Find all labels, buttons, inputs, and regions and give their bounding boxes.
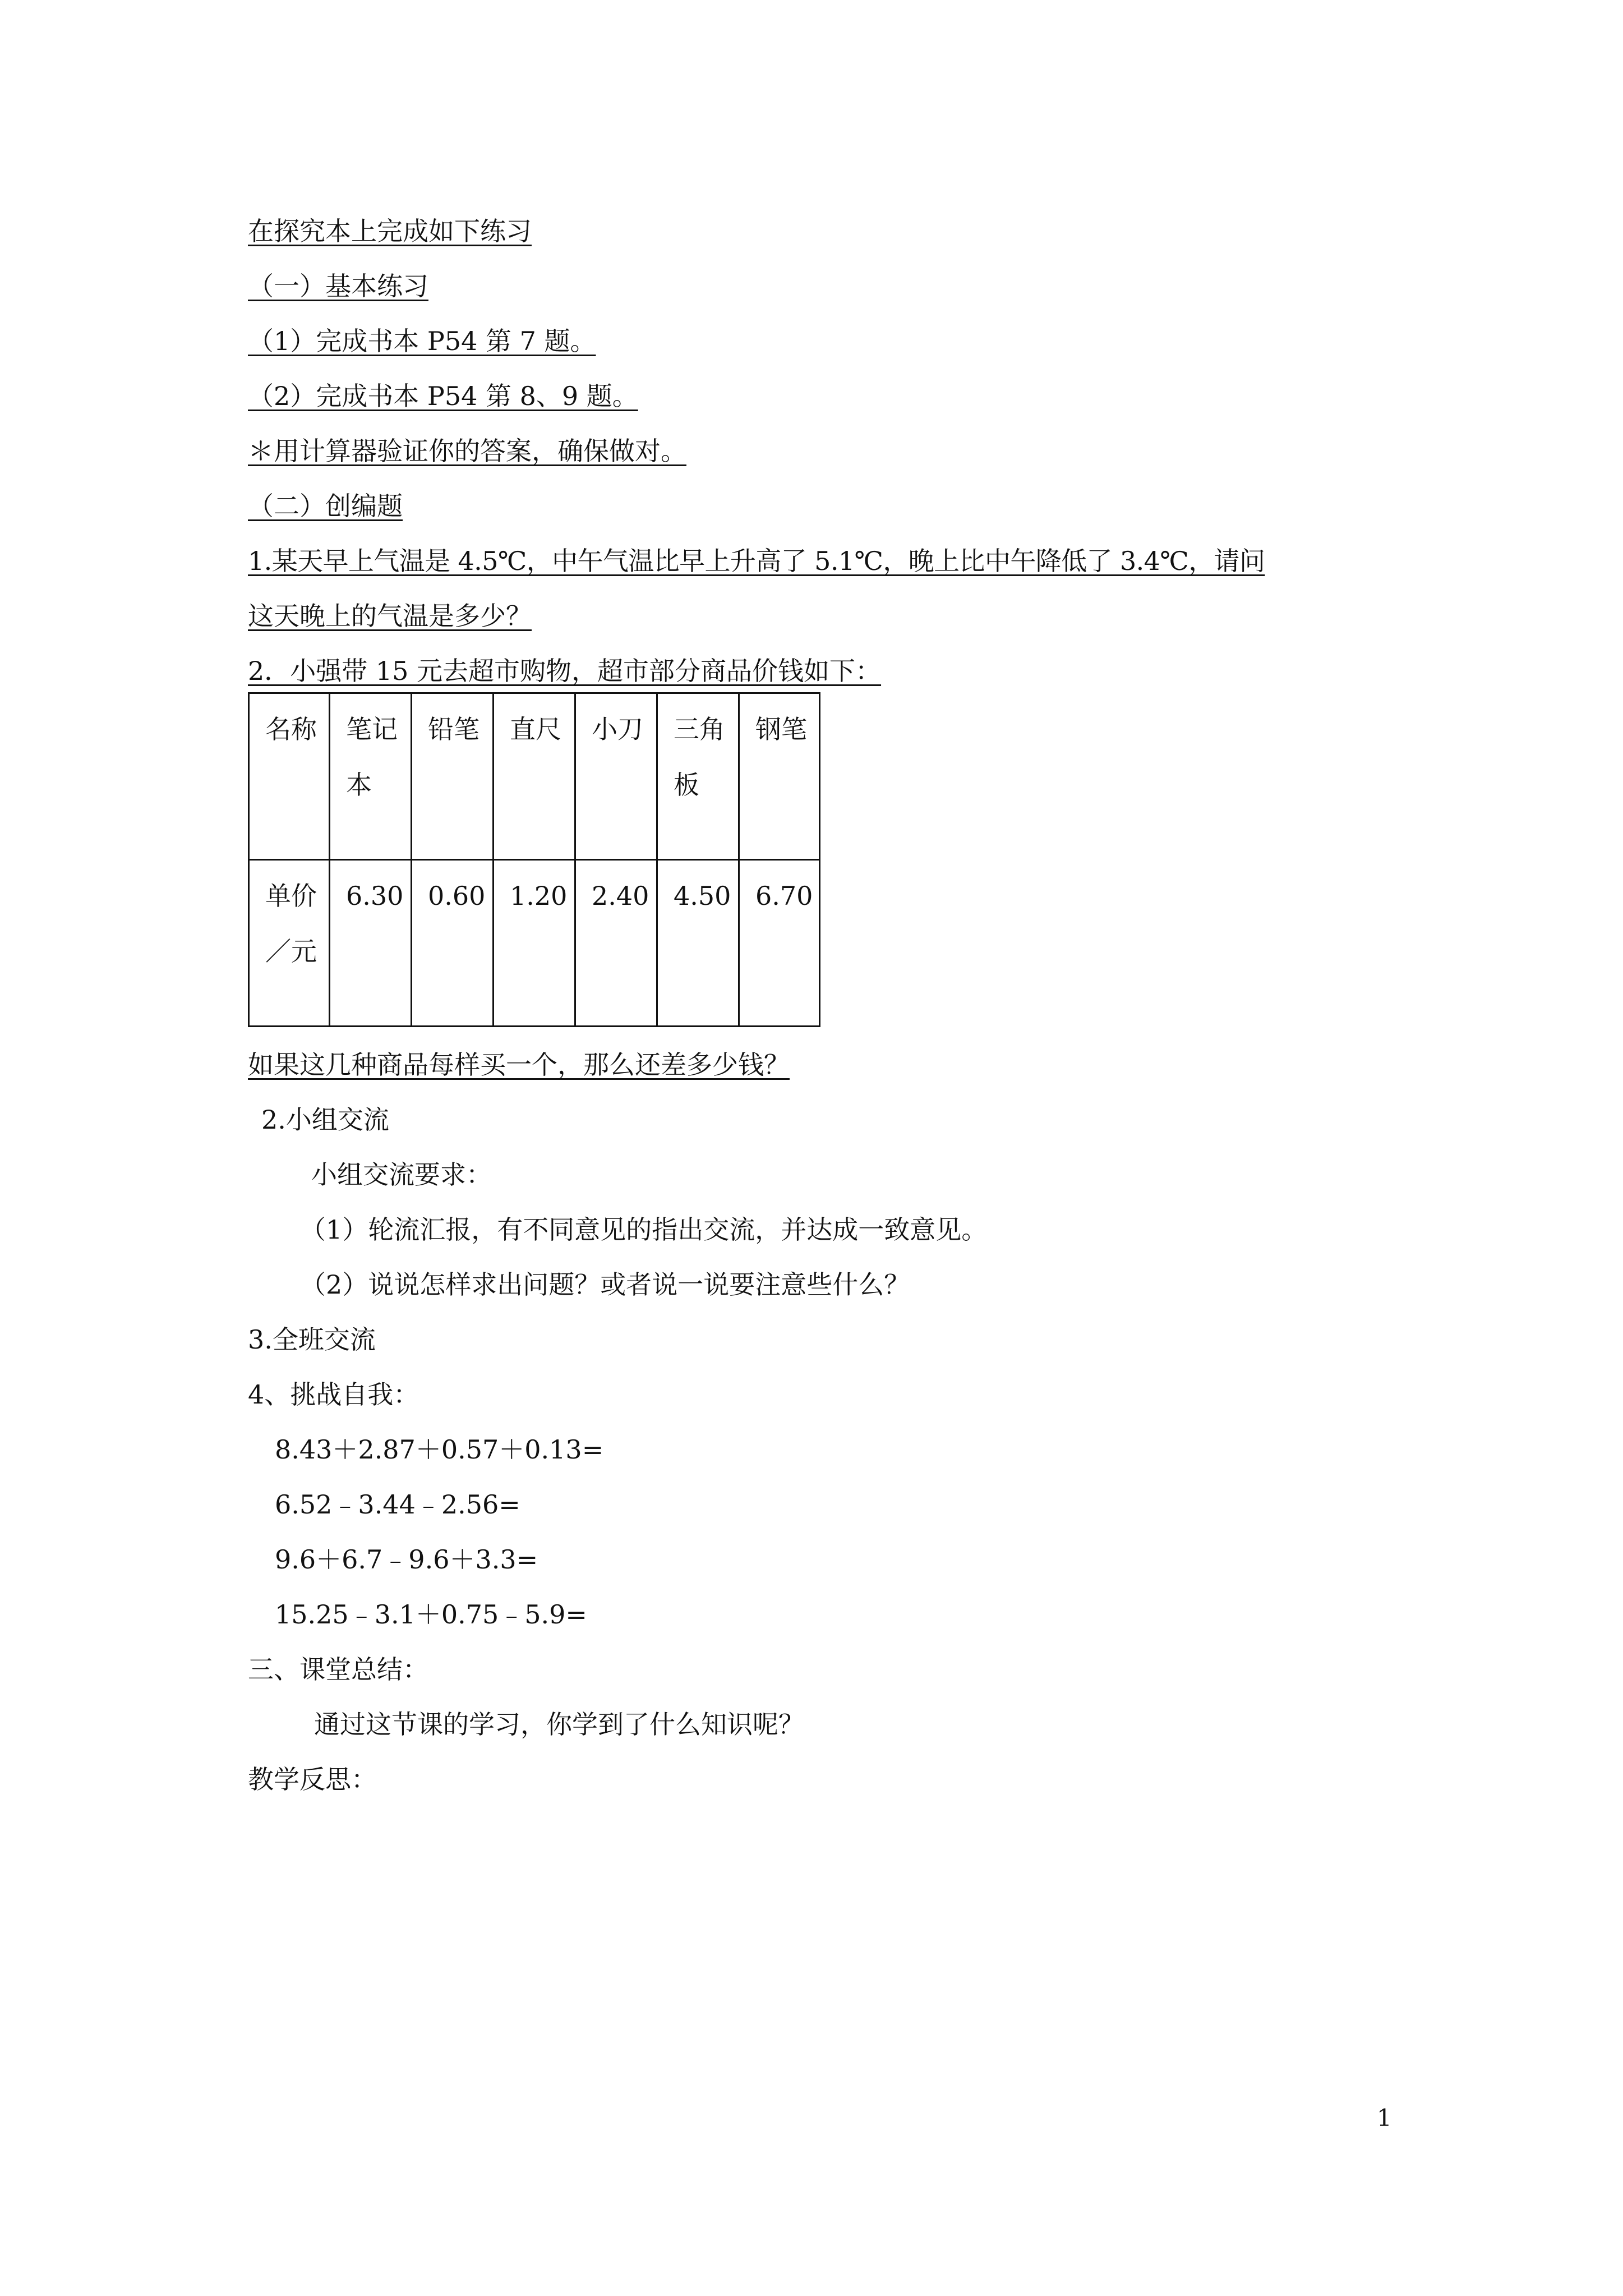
basic-practice-item-1: （1）完成书本 P54 第 7 题。 xyxy=(248,326,596,356)
table-cell-item-name: 铅笔 xyxy=(412,693,494,860)
problem-1-line-2: 这天晚上的气温是多少？ xyxy=(248,601,532,631)
table-header-price-label: 单价／元 xyxy=(249,860,330,1027)
table-cell-item-name: 笔记本 xyxy=(330,693,412,860)
challenge-expression-4: 15.25﹣3.1＋0.75﹣5.9= xyxy=(275,1599,587,1630)
section-header: 在探究本上完成如下练习 xyxy=(248,216,532,246)
challenge-expression-1: 8.43＋2.87＋0.57＋0.13= xyxy=(275,1434,604,1465)
problem-2-question: 如果这几种商品每样买一个，那么还差多少钱？ xyxy=(248,1050,790,1080)
group-exchange-requirement-1: （1）轮流汇报，有不同意见的指出交流，并达成一致意见。 xyxy=(300,1214,988,1245)
calculator-note: ＊用计算器验证你的答案，确保做对。 xyxy=(248,436,686,466)
price-table-name-row xyxy=(249,693,820,860)
challenge-expression-3: 9.6＋6.7﹣9.6＋3.3= xyxy=(275,1544,538,1575)
basic-practice-title: （一）基本练习 xyxy=(248,271,428,301)
price-table xyxy=(248,692,820,1027)
group-exchange-requirements-label: 小组交流要求： xyxy=(311,1159,492,1190)
table-cell-item-price: 4.50 xyxy=(657,860,739,1027)
table-cell-item-price: 2.40 xyxy=(575,860,657,1027)
teaching-reflection-label: 教学反思： xyxy=(248,1764,377,1795)
challenge-title: 4、挑战自我： xyxy=(248,1379,419,1410)
problem-2-intro: 2．小强带 15 元去超市购物，超市部分商品价钱如下： xyxy=(248,656,882,686)
basic-practice-item-2: （2）完成书本 P54 第 8、9 题。 xyxy=(248,381,638,411)
summary-question: 通过这节课的学习，你学到了什么知识呢？ xyxy=(314,1709,804,1740)
creative-problems-title: （二）创编题 xyxy=(248,491,403,521)
table-cell-item-price: 0.60 xyxy=(412,860,494,1027)
class-exchange-title: 3.全班交流 xyxy=(248,1324,376,1355)
challenge-expression-2: 6.52﹣3.44﹣2.56= xyxy=(275,1489,520,1520)
table-cell-item-name: 三角板 xyxy=(657,693,739,860)
problem-1-line-1: 1.某天早上气温是 4.5℃，中午气温比早上升高了 5.1℃，晚上比中午降低了 3.4℃，请问 xyxy=(248,546,1265,576)
table-cell-item-price: 6.30 xyxy=(330,860,412,1027)
table-cell-item-name: 钢笔 xyxy=(739,693,820,860)
table-cell-item-price: 6.70 xyxy=(739,860,820,1027)
table-cell-item-name: 小刀 xyxy=(575,693,657,860)
summary-title: 三、课堂总结： xyxy=(248,1654,428,1685)
group-exchange-requirement-2: （2）说说怎样求出问题？或者说一说要注意些什么？ xyxy=(300,1269,910,1300)
page-number: 1 xyxy=(1377,2104,1392,2132)
table-cell-item-price: 1.20 xyxy=(494,860,575,1027)
price-table-price-row xyxy=(249,860,820,1027)
table-header-name-label: 名称 xyxy=(249,693,330,860)
group-exchange-title: 2.小组交流 xyxy=(261,1105,389,1135)
table-cell-item-name: 直尺 xyxy=(494,693,575,860)
